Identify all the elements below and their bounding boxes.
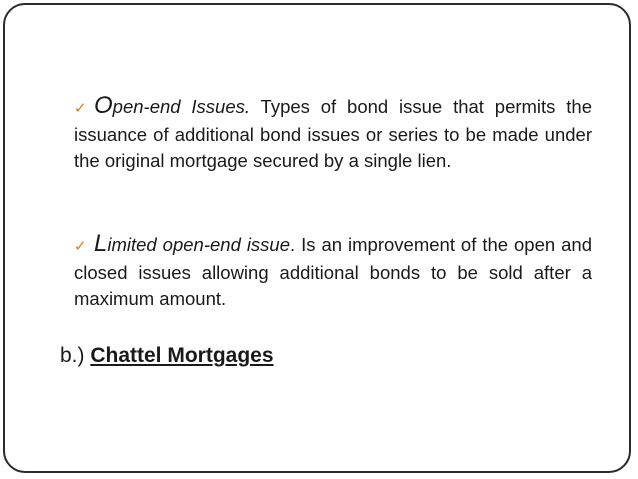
subheading-prefix: b.) (60, 344, 91, 367)
checkmark-icon: ✓ (74, 238, 87, 255)
bullet-lead-term: pen-end Issues. (112, 96, 251, 117)
bullet-limited-open-end-issue (74, 231, 592, 312)
bullet-initial-capital: L (94, 230, 108, 257)
subheading-title: Chattel Mortgages (90, 344, 274, 367)
bullet-initial-capital: O (94, 92, 113, 119)
bullet-body-text: Types of bond issue that permits the issuance of additional bond issues or series to be made under the original mortgage secured by a single lien. (74, 96, 592, 171)
bullet-body-text: . Is an improvement of the open and closed issues allowing additional bonds to be sold after a maximum amount. (74, 234, 592, 309)
bullet-open-end-issues (74, 93, 592, 174)
bullet-lead-term: imited open-end issue (107, 234, 291, 255)
subheading-chattel-mortgages (60, 342, 274, 370)
checkmark-icon: ✓ (74, 100, 87, 117)
